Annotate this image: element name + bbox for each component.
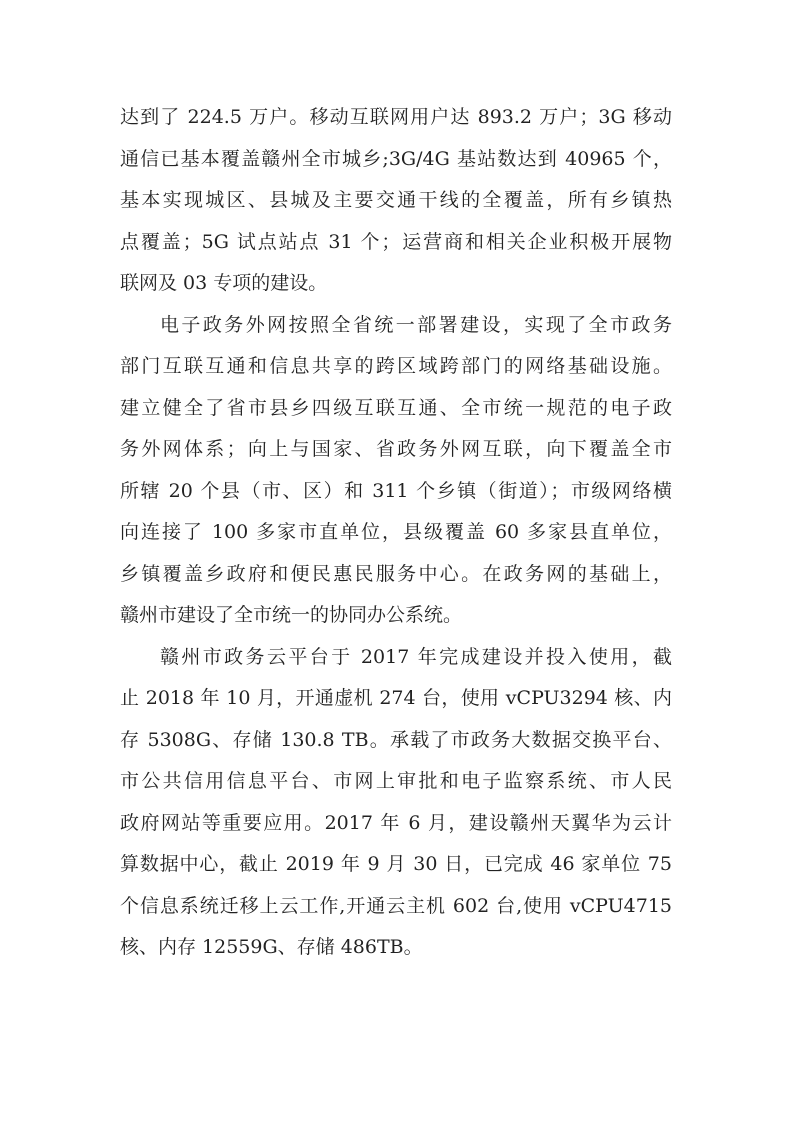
- text-line: 政府网站等重要应用。2017 年 6 月，建设赣州天翼华为云计: [120, 811, 672, 834]
- text-line: 务外网体系；向上与国家、省政务外网互联，向下覆盖全市: [120, 438, 672, 460]
- paragraph-government-cloud: [120, 637, 672, 969]
- text-line: 向连接了 100 多家市直单位，县级覆盖 60 多家县直单位，: [120, 521, 672, 543]
- text-line: 赣州市建设了全市统一的协同办公系统。: [120, 604, 463, 626]
- document-page: [120, 97, 672, 969]
- paragraph-telecom: [120, 97, 672, 305]
- text-line: 达到了 224.5 万户。移动互联网用户达 893.2 万户；3G 移动: [120, 106, 672, 128]
- text-line: 止 2018 年 10 月，开通虚机 274 台，使用 vCPU3294 核、内: [120, 687, 672, 709]
- text-line: 核、内存 12559G、存储 486TB。: [120, 936, 423, 958]
- text-line: 赣州市政务云平台于 2017 年完成建设并投入使用，截: [160, 645, 672, 668]
- text-line: 点覆盖；5G 试点站点 31 个；运营商和相关企业积极开展物: [120, 230, 672, 253]
- text-line: 存 5308G、存储 130.8 TB。承载了市政务大数据交换平台、: [120, 728, 672, 751]
- text-line: 所辖 20 个县（市、区）和 311 个乡镇（街道）；市级网络横: [120, 479, 672, 502]
- text-line: 乡镇覆盖乡政府和便民惠民服务中心。在政务网的基础上，: [120, 562, 672, 585]
- text-line: 建立健全了省市县乡四级互联互通、全市统一规范的电子政: [120, 396, 672, 419]
- text-line: 基本实现城区、县城及主要交通干线的全覆盖，所有乡镇热: [120, 189, 672, 211]
- text-line: 电子政务外网按照全省统一部署建设，实现了全市政务: [160, 313, 672, 336]
- text-line: 个信息系统迁移上云工作,开通云主机 602 台,使用 vCPU4715: [120, 894, 672, 917]
- paragraph-e-government-network: [120, 305, 672, 637]
- text-line: 算数据中心，截止 2019 年 9 月 30 日，已完成 46 家单位 75: [120, 853, 672, 875]
- text-line: 市公共信用信息平台、市网上审批和电子监察系统、市人民: [120, 770, 672, 792]
- text-line: 部门互联互通和信息共享的跨区域跨部门的网络基础设施。: [120, 355, 672, 377]
- text-line: 通信已基本覆盖赣州全市城乡;3G/4G 基站数达到 40965 个，: [120, 147, 672, 170]
- text-line: 联网及 03 专项的建设。: [120, 272, 328, 294]
